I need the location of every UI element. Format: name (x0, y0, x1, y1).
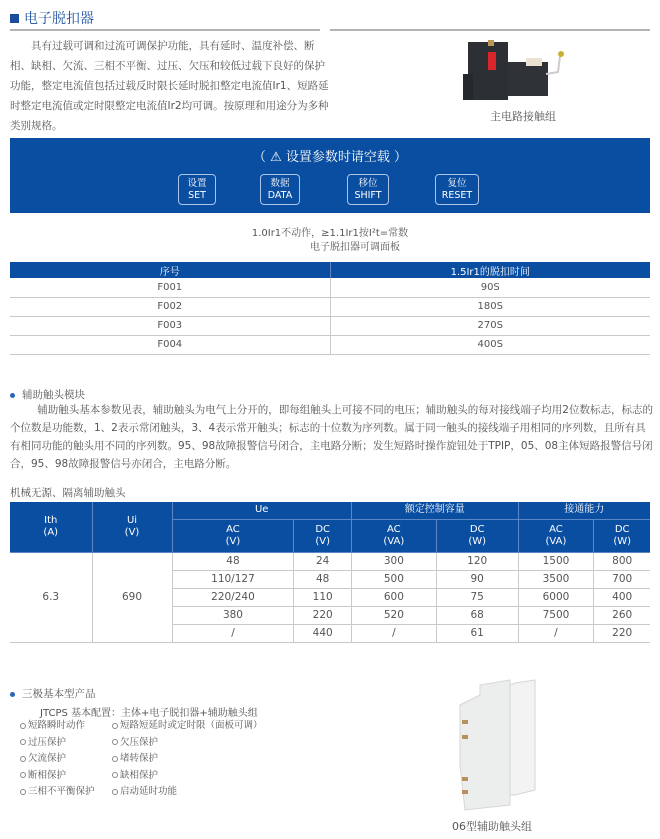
cell: 1500 (518, 552, 594, 570)
shift-button-cn: 移位 (358, 178, 378, 189)
cell: 48 (294, 570, 352, 588)
data-button-cn: 数据 (270, 178, 290, 189)
cell: / (518, 624, 594, 642)
header-ui: Ui (V) (92, 502, 172, 552)
feature-item (112, 784, 263, 801)
circle-bullet-icon (112, 723, 118, 729)
feature-text: 三相不平衡保护 (28, 786, 95, 797)
aux-module-body: 辅助触头基本参数见表，辅助触头为电气上分开的，即每组触头上可接不同的电压；辅助触头的每对接线端子均用2位数标志，标志的个位数是功能数，1、2表示常闭触头，3、4表示常开触头；标志的十位数为序列数。属于同一触头的接线端子用相同的序列数，且所有具有相同功能的触头用不同的序列数。95、98故障报警信号闭合，主电路分断；发生短路时操作旋钮处于TPIP，05、08主体短路报警信号闭合，95、98故障报警信号亦闭合，主电路分断。 (10, 404, 653, 470)
circle-bullet-icon (20, 723, 26, 729)
circle-bullet-icon (112, 789, 118, 795)
data-button[interactable] (260, 174, 300, 205)
circle-bullet-icon (112, 739, 118, 745)
header-serial: 序号 (10, 262, 330, 278)
cell: 220 (294, 606, 352, 624)
circle-bullet-icon (20, 756, 26, 762)
table-row (10, 552, 650, 570)
subheader-make-dc: DC (W) (594, 519, 650, 552)
feature-list-right (112, 718, 263, 801)
feature-text: 短路短延时或定时限（面板可调） (120, 720, 263, 731)
cell: / (172, 624, 294, 642)
cell: 600 (351, 588, 436, 606)
set-button[interactable] (178, 174, 216, 205)
cell: F003 (10, 316, 330, 335)
trip-time-table (10, 262, 650, 355)
circle-bullet-icon (20, 772, 26, 778)
table-row (10, 316, 650, 335)
cell: 75 (436, 588, 518, 606)
set-button-en: SET (188, 190, 206, 201)
photo-caption: 主电路接触组 (490, 110, 556, 123)
cell: 220 (594, 624, 650, 642)
cell: F002 (10, 297, 330, 316)
product-heading (10, 686, 96, 701)
cell: 24 (294, 552, 352, 570)
table-row (10, 297, 650, 316)
circle-bullet-icon (20, 739, 26, 745)
aux-contact-table (10, 502, 650, 643)
cell: 110 (294, 588, 352, 606)
cell: 260 (594, 606, 650, 624)
feature-item (112, 751, 263, 768)
cell: 220/240 (172, 588, 294, 606)
feature-item (20, 718, 95, 735)
table-row (10, 335, 650, 354)
feature-text: 欠流保护 (28, 753, 67, 764)
feature-item (112, 768, 263, 785)
subheader-ue-ac: AC (V) (172, 519, 294, 552)
cell: F004 (10, 335, 330, 354)
feature-text: 短路瞬时动作 (28, 720, 86, 731)
feature-text: 启动延时功能 (120, 786, 178, 797)
subheader-ue-dc: DC (V) (294, 519, 352, 552)
cell: 520 (351, 606, 436, 624)
feature-item (112, 718, 263, 735)
cell: 48 (172, 552, 294, 570)
header-ith: Ith (A) (10, 502, 92, 552)
cell: 7500 (518, 606, 594, 624)
cell: 500 (351, 570, 436, 588)
header-control-capacity: 额定控制容量 (351, 502, 518, 519)
cell: 300 (351, 552, 436, 570)
feature-item (112, 735, 263, 752)
cell: 180S (330, 297, 650, 316)
panel-caption: 电子脱扣器可调面板 (310, 242, 400, 253)
reset-button-en: RESET (441, 190, 473, 201)
cell-ui: 690 (92, 552, 172, 642)
aux-module-title: 辅助触头模块 (22, 389, 85, 401)
cell: F001 (10, 278, 330, 297)
feature-item (20, 735, 95, 752)
cell: 700 (594, 570, 650, 588)
reset-button[interactable] (435, 174, 479, 205)
cell: 440 (294, 624, 352, 642)
square-bullet-icon (10, 14, 19, 23)
reset-button-cn: 复位 (447, 178, 467, 189)
cell: 120 (436, 552, 518, 570)
cell: 400 (594, 588, 650, 606)
bullet-icon (10, 393, 15, 398)
feature-text: 欠压保护 (120, 736, 159, 748)
set-button-cn: 设置 (187, 178, 207, 189)
cell: 400S (330, 335, 650, 354)
cell: 800 (594, 552, 650, 570)
header-trip-time: 1.5Ir1的脱扣时间 (330, 262, 650, 278)
aux-contact-group-photo (440, 665, 540, 815)
shift-button-en: SHIFT (354, 190, 382, 201)
cell: 110/127 (172, 570, 294, 588)
feature-item (20, 751, 95, 768)
main-circuit-contact-photo (458, 34, 568, 104)
section-title-text: 电子脱扣器 (24, 11, 94, 27)
feature-text: 过压保护 (28, 736, 67, 748)
cell: 90 (436, 570, 518, 588)
section-title (10, 8, 94, 28)
feature-text: 堵转保护 (120, 753, 159, 764)
divider (10, 29, 320, 31)
subheader-cap-dc: DC (W) (436, 519, 518, 552)
data-button-en: DATA (267, 190, 293, 201)
cell: 61 (436, 624, 518, 642)
product-config: JTCPS 基本配置：主体+电子脱扣器+辅助触头组 (40, 708, 258, 719)
circle-bullet-icon (20, 789, 26, 795)
cell: 6000 (518, 588, 594, 606)
photo-caption: 06型辅助触头组 (452, 820, 532, 833)
panel-warning: （ ⚠ 设置参数时请空载 ） (252, 150, 408, 165)
feature-item (20, 784, 95, 801)
feature-text: 断相保护 (28, 769, 67, 781)
cell: 380 (172, 606, 294, 624)
header-ue: Ue (172, 502, 351, 519)
subheader-cap-ac: AC (VA) (351, 519, 436, 552)
product-title: 三极基本型产品 (22, 688, 96, 700)
feature-text: 缺相保护 (120, 769, 159, 781)
adjustment-panel (10, 138, 650, 213)
feature-item (20, 768, 95, 785)
cell: 270S (330, 316, 650, 335)
aux-module-heading (10, 387, 85, 402)
shift-button[interactable] (347, 174, 389, 205)
intro-paragraph: 具有过载可调和过流可调保护功能，具有延时、温度补偿、断相、缺相、欠流、三相不平衡、过压、欠压和较低过载下良好的保护功能，整定电流值包括过载反时限长延时脱扣整定电流值Ir1、短路延时整定电流值或定时限整定电流值Ir2均可调。按原理和用途分为多种类别规格。 (10, 40, 329, 132)
feature-list-left (20, 718, 95, 801)
cell: 68 (436, 606, 518, 624)
cell: 3500 (518, 570, 594, 588)
cell: / (351, 624, 436, 642)
table-row (10, 278, 650, 297)
divider (330, 29, 650, 31)
aux-table-title: 机械无源、隔离辅助触头 (10, 487, 126, 499)
bullet-icon (10, 692, 15, 697)
cell-ith: 6.3 (10, 552, 92, 642)
panel-note: 1.0Ir1不动作，≥1.1Ir1按I²t=常数 (251, 228, 409, 239)
subheader-make-ac: AC (VA) (518, 519, 594, 552)
cell: 90S (330, 278, 650, 297)
header-making-capacity: 接通能力 (518, 502, 650, 519)
circle-bullet-icon (112, 756, 118, 762)
circle-bullet-icon (112, 772, 118, 778)
